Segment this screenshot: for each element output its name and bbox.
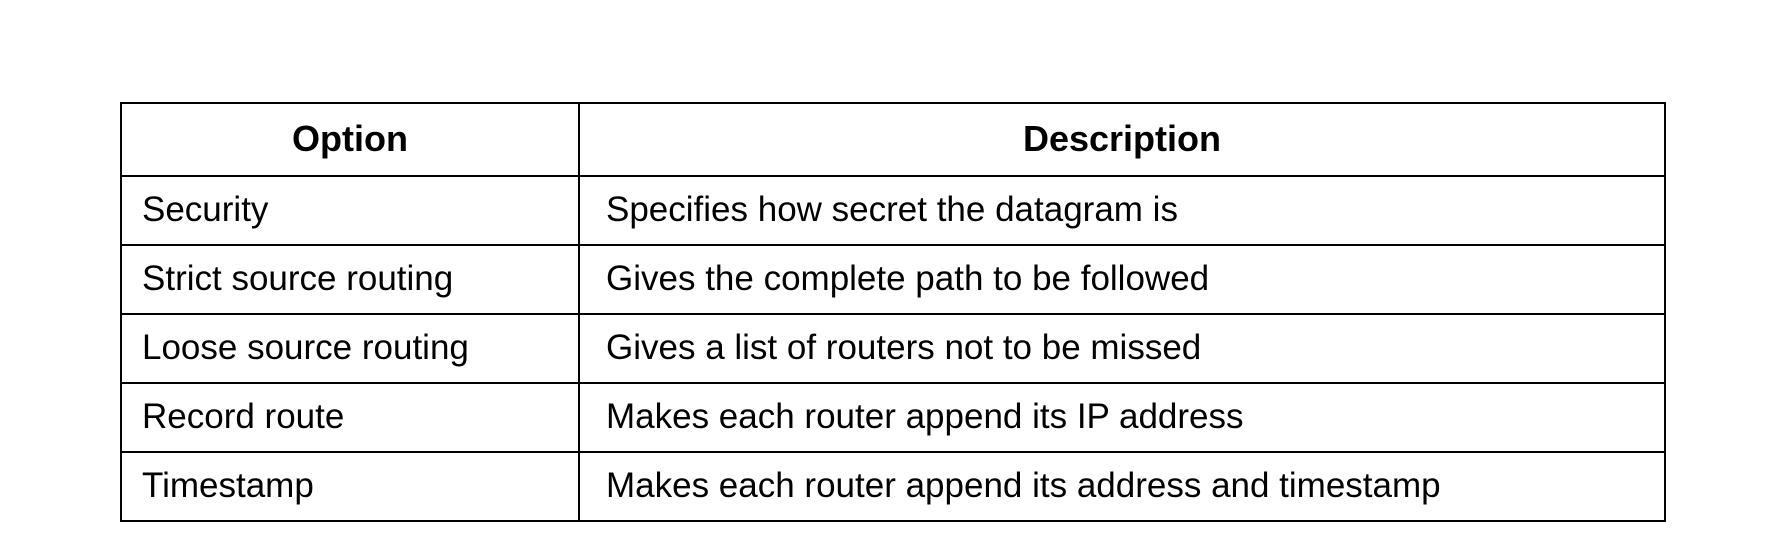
cell-option: Loose source routing [121, 314, 579, 383]
table-header [121, 103, 1665, 176]
column-header-option: Option [121, 103, 579, 176]
cell-description: Gives a list of routers not to be missed [579, 314, 1665, 383]
table-row [121, 452, 1665, 521]
cell-description: Makes each router append its address and timestamp [579, 452, 1665, 521]
table-body [121, 176, 1665, 521]
table-row [121, 245, 1665, 314]
table-row [121, 383, 1665, 452]
cell-option: Security [121, 176, 579, 245]
table-container [120, 102, 1666, 522]
cell-description: Makes each router append its IP address [579, 383, 1665, 452]
cell-description: Gives the complete path to be followed [579, 245, 1665, 314]
column-header-description: Description [579, 103, 1665, 176]
table-header-row [121, 103, 1665, 176]
cell-option: Strict source routing [121, 245, 579, 314]
cell-option: Timestamp [121, 452, 579, 521]
cell-option: Record route [121, 383, 579, 452]
cell-description: Specifies how secret the datagram is [579, 176, 1665, 245]
table-row [121, 314, 1665, 383]
ip-options-table [120, 102, 1666, 522]
table-row [121, 176, 1665, 245]
